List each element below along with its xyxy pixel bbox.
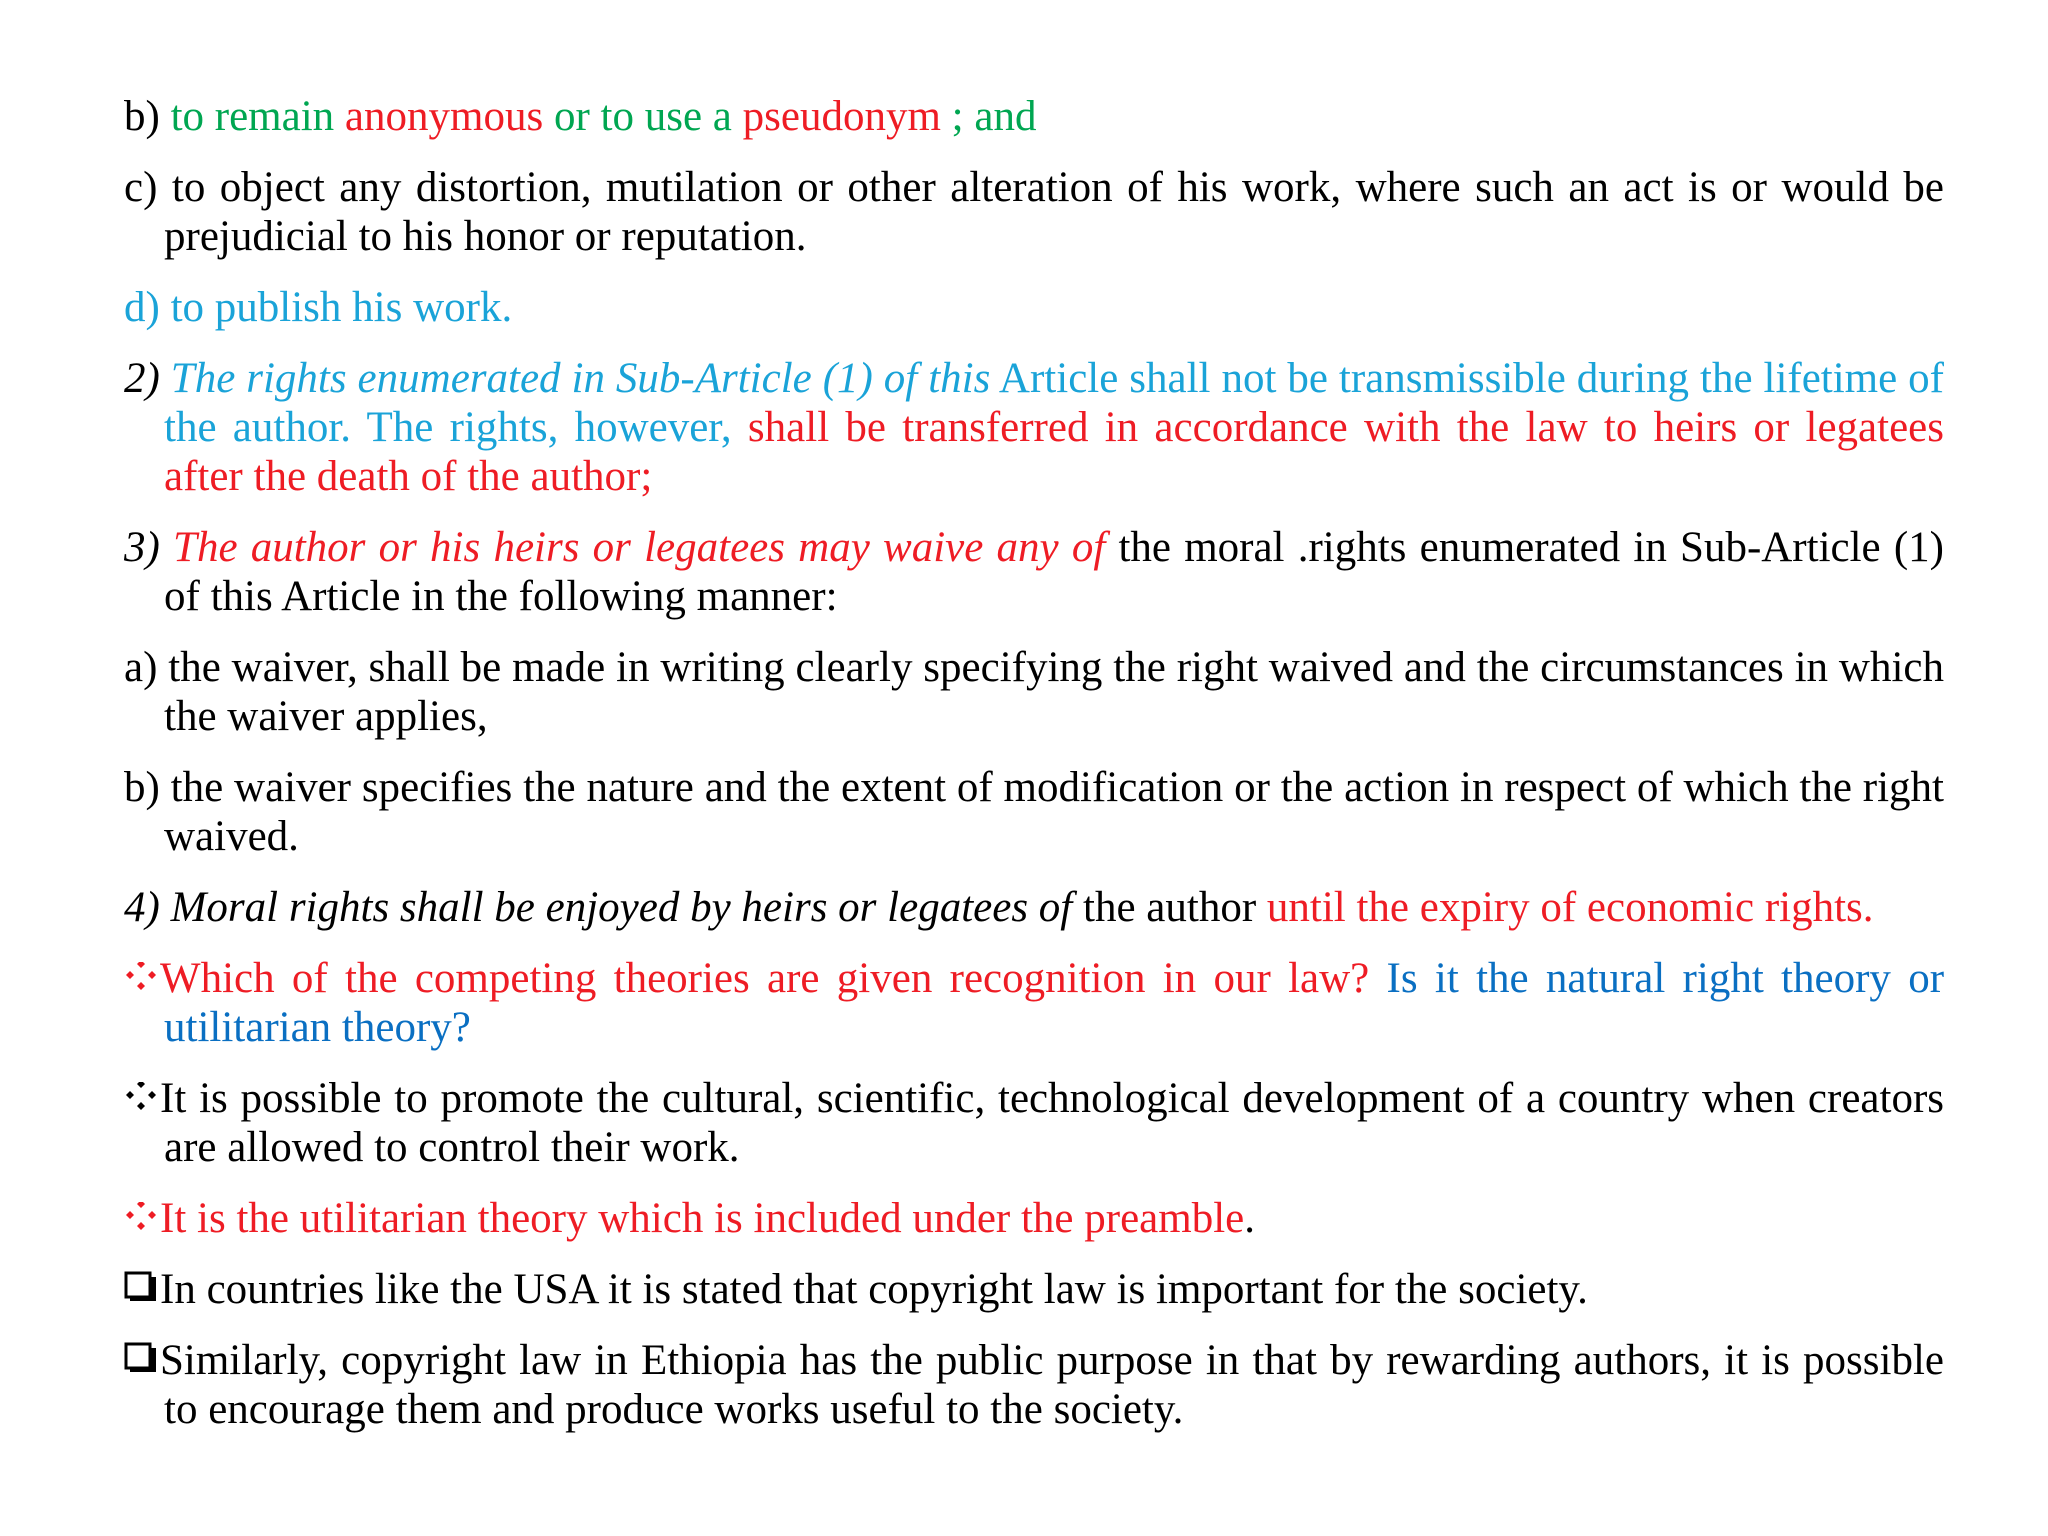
text-segment: the author (1072, 884, 1267, 931)
paragraph-12 (124, 1265, 1944, 1314)
text-segment: It is the utilitarian theory which is included under the preamble (160, 1195, 1245, 1242)
paragraph-3 (124, 283, 1944, 332)
paragraph-9 (124, 954, 1944, 1052)
text-segment: to remain (170, 93, 345, 140)
paragraph-2 (124, 163, 1944, 261)
paragraph-6 (124, 643, 1944, 741)
text-segment: It is possible to promote the cultural, scientific, technological development of a country when creators are allowed to control their work. (160, 1075, 1944, 1171)
text-segment: or to use a (543, 93, 743, 140)
diamond-bullet-icon (124, 1074, 160, 1123)
text-segment: anonymous (344, 93, 544, 140)
text-segment: 2) (124, 355, 171, 402)
text-segment: Similarly, copyright law in Ethiopia has the public purpose in that by rewarding authors, it is possible to encourage them and produce works useful to the society. (160, 1337, 1944, 1433)
text-segment: d) to publish his work. (124, 284, 513, 331)
text-segment: the moral .rights enumerated in Sub-Article (1) of this Article in the following manner: (164, 524, 1944, 620)
text-segment: 4) Moral rights shall be enjoyed by heirs or legatees of (124, 884, 1073, 931)
paragraph-11 (124, 1194, 1944, 1243)
text-segment: The author or his heirs or legatees may waive any of (173, 524, 1106, 571)
text-segment: b) (124, 93, 171, 140)
diamond-bullet-icon (124, 954, 160, 1003)
text-segment: . (1244, 1195, 1255, 1242)
paragraph-4 (124, 354, 1944, 501)
paragraph-8 (124, 883, 1944, 932)
paragraph-10 (124, 1074, 1944, 1172)
text-segment: ; and (940, 93, 1037, 140)
paragraph-1 (124, 92, 1944, 141)
text-segment: shall be transferred in accordance with the law to heirs or legatees after the death of the author; (164, 404, 1944, 500)
text-segment: c) to object any distortion, mutilation or other alteration of his work, where such an act is or would be prejudicial to his honor or reputation. (124, 164, 1944, 260)
text-segment: 3) (124, 524, 174, 571)
text-segment: In countries like the USA it is stated that copyright law is important for the society. (160, 1266, 1588, 1313)
text-segment: The rights enumerated in Sub-Article (1) of this (170, 355, 991, 402)
square-bullet-icon (124, 1336, 160, 1385)
text-segment: Which of the competing theories are given recognition in our law? (160, 955, 1387, 1002)
text-segment: b) the waiver specifies the nature and the extent of modification or the action in respect of which the right waived. (124, 764, 1944, 860)
paragraph-5 (124, 523, 1944, 621)
text-segment: a) the waiver, shall be made in writing clearly specifying the right waived and the circumstances in which the waiver applies, (124, 644, 1944, 740)
diamond-bullet-icon (124, 1194, 160, 1243)
text-segment: Article shall not be transmissible during the lifetime of the author. The rights, however, (164, 355, 1944, 451)
text-segment: until the expiry of economic rights. (1266, 884, 1874, 931)
text-segment: Is it the natural right theory or utilitarian theory? (164, 955, 1945, 1051)
paragraph-7 (124, 763, 1944, 861)
text-segment: pseudonym (742, 93, 941, 140)
square-bullet-icon (124, 1265, 160, 1314)
paragraph-13 (124, 1336, 1944, 1434)
